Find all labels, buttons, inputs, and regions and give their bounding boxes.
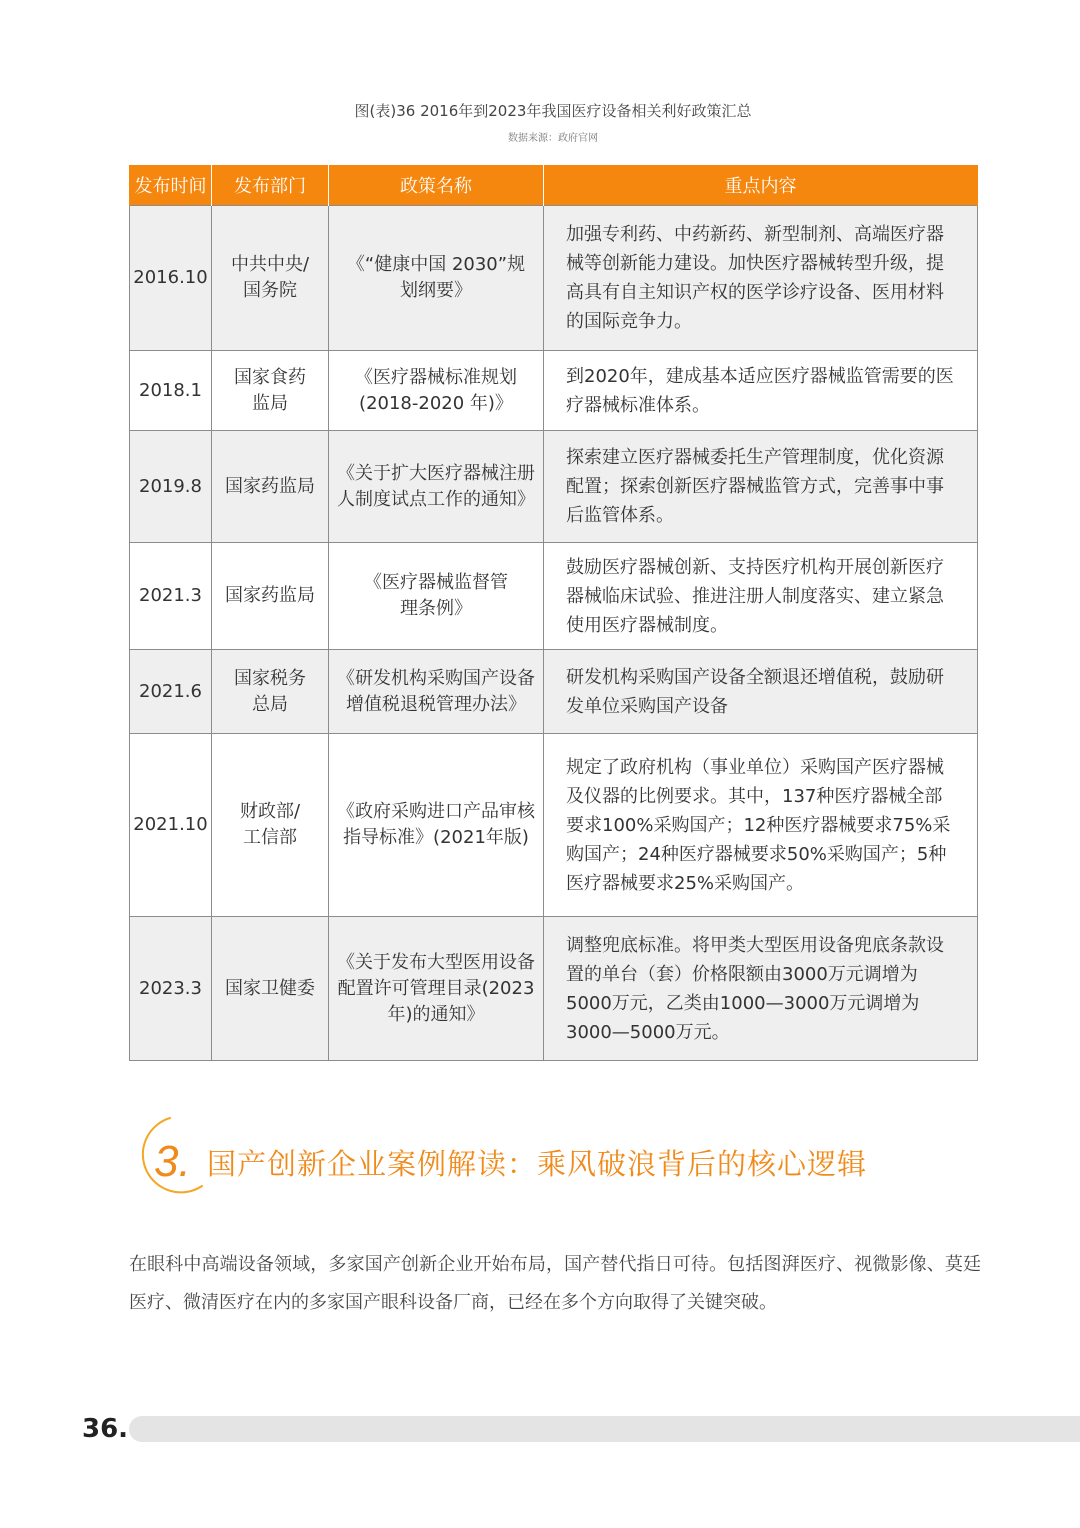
table-row	[130, 351, 978, 431]
page-footer-bar	[129, 1416, 1080, 1442]
table-row	[130, 543, 978, 650]
cell-date: 2023.3	[130, 917, 212, 1061]
section-arc-icon	[130, 1114, 208, 1200]
cell-policy: 《关于扩大医疗器械注册 人制度试点工作的通知》	[329, 431, 544, 543]
cell-content: 鼓励医疗器械创新、支持医疗机构开展创新医疗器械临床试验、推进注册人制度落实、建立紧急使用医疗器械制度。	[544, 543, 978, 650]
section-number-mark	[130, 1114, 208, 1200]
cell-date: 2021.10	[130, 734, 212, 917]
header-date: 发布时间	[130, 165, 212, 206]
cell-date: 2021.6	[130, 650, 212, 734]
cell-date: 2021.3	[130, 543, 212, 650]
table-row	[130, 734, 978, 917]
cell-date: 2019.8	[130, 431, 212, 543]
cell-dept: 国家税务 总局	[212, 650, 329, 734]
page-number: 36.	[82, 1414, 129, 1444]
table-row	[130, 917, 978, 1061]
cell-dept: 财政部/ 工信部	[212, 734, 329, 917]
cell-date: 2018.1	[130, 351, 212, 431]
section-title: 国产创新企业案例解读：乘风破浪背后的核心逻辑	[207, 1147, 868, 1181]
cell-dept: 国家药监局	[212, 543, 329, 650]
cell-content: 加强专利药、中药新药、新型制剂、高端医疗器械等创新能力建设。加快医疗器械转型升级，提高具有自主知识产权的医学诊疗设备、医用材料的国际竞争力。	[544, 206, 978, 351]
section-number: 3.	[154, 1137, 191, 1186]
figure-title: 图(表)36 2016年到2023年我国医疗设备相关利好政策汇总	[354, 102, 752, 120]
cell-date: 2016.10	[130, 206, 212, 351]
cell-dept: 国家食药 监局	[212, 351, 329, 431]
header-content: 重点内容	[544, 165, 978, 206]
cell-content: 到2020年，建成基本适应医疗器械监管需要的医疗器械标准体系。	[544, 351, 978, 431]
cell-content: 探索建立医疗器械委托生产管理制度，优化资源配置；探索创新医疗器械监管方式，完善事中事后监管体系。	[544, 431, 978, 543]
header-policy: 政策名称	[329, 165, 544, 206]
cell-content: 规定了政府机构（事业单位）采购国产医疗器械及仪器的比例要求。其中，137种医疗器械全部要求100%采购国产；12种医疗器械要求75%采购国产；24种医疗器械要求50%采购国产；5种医疗器械要求25%采购国产。	[544, 734, 978, 917]
cell-dept: 国家卫健委	[212, 917, 329, 1061]
cell-dept: 国家药监局	[212, 431, 329, 543]
policy-table	[129, 165, 978, 1061]
cell-policy: 《医疗器械监督管 理条例》	[329, 543, 544, 650]
cell-policy: 《“健康中国 2030”规 划纲要》	[329, 206, 544, 351]
cell-content: 研发机构采购国产设备全额退还增值税，鼓励研发单位采购国产设备	[544, 650, 978, 734]
table-row	[130, 431, 978, 543]
cell-policy: 《政府采购进口产品审核 指导标准》(2021年版)	[329, 734, 544, 917]
cell-dept: 中共中央/ 国务院	[212, 206, 329, 351]
table-header-row	[130, 165, 978, 206]
body-paragraph: 在眼科中高端设备领域，多家国产创新企业开始布局，国产替代指日可待。包括图湃医疗、视微影像、莫廷医疗、微清医疗在内的多家国产眼科设备厂商，已经在多个方向取得了关键突破。	[129, 1254, 981, 1313]
cell-content: 调整兜底标准。将甲类大型医用设备兜底条款设置的单台（套）价格限额由3000万元调增为5000万元，乙类由1000—3000万元调增为3000—5000万元。	[544, 917, 978, 1061]
table-row	[130, 650, 978, 734]
figure-source: 数据来源：政府官网	[508, 133, 598, 144]
table-row	[130, 206, 978, 351]
header-dept: 发布部门	[212, 165, 329, 206]
cell-policy: 《医疗器械标准规划 (2018-2020 年)》	[329, 351, 544, 431]
cell-policy: 《研发机构采购国产设备 增值税退税管理办法》	[329, 650, 544, 734]
cell-policy: 《关于发布大型医用设备 配置许可管理目录(2023 年)的通知》	[329, 917, 544, 1061]
